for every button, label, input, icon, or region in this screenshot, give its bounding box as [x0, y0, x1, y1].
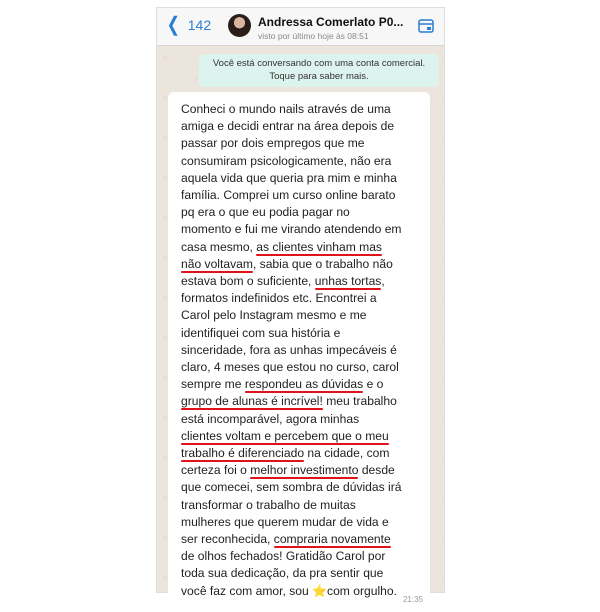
- message-text: [181, 101, 420, 600]
- message-text-segment: de olhos fechados! Gratidão Carol por: [181, 549, 386, 564]
- chat-header: [157, 8, 444, 46]
- message-text-segment: identifiquei com sua história e: [181, 325, 341, 340]
- message-text-segment: claro, 4 meses que estou no curso, carol: [181, 360, 399, 375]
- message-text-segment: ser reconhecida,: [181, 532, 274, 547]
- message-text-segment: sempre me: [181, 377, 245, 392]
- message-line: [181, 325, 420, 342]
- highlighted-phrase: trabalho é diferenciado: [181, 446, 305, 461]
- message-line: [181, 462, 420, 479]
- message-text-segment: toda sua dedicação, da pra sentir que: [181, 566, 384, 581]
- highlighted-phrase: compraria novamente: [273, 532, 391, 547]
- message-text-segment: , sabia que o trabalho não: [252, 256, 393, 271]
- message-text-segment: transformar o trabalho de muitas: [181, 497, 356, 512]
- message-text-segment: está incomparável, agora minhas: [181, 411, 360, 426]
- message-text-segment: meu trabalho: [322, 394, 397, 409]
- chevron-left-icon: ❮: [166, 14, 181, 36]
- highlighted-phrase: respondeu as dúvidas: [244, 377, 364, 392]
- message-text-segment: ,: [381, 274, 385, 289]
- business-catalog-icon[interactable]: [418, 19, 434, 33]
- business-notice-line2: Toque para saber mais.: [269, 71, 369, 82]
- message-text-segment: você faz com amor, sou: [181, 583, 313, 598]
- business-notice-line1: Você está conversando com uma conta comercial.: [212, 58, 426, 69]
- contact-info[interactable]: [258, 15, 406, 41]
- highlighted-phrase: não voltavam: [181, 256, 253, 271]
- message-text-segment: certeza foi o: [181, 463, 251, 478]
- message-line: [181, 101, 420, 118]
- unread-count: 142: [187, 17, 212, 33]
- message-line: [181, 342, 420, 359]
- message-text-segment: que comecei, sem sombra de dúvidas irá: [181, 480, 402, 495]
- back-button[interactable]: [165, 14, 212, 36]
- message-bubble[interactable]: [168, 92, 430, 612]
- message-text-segment: família. Comprei um curso online barato: [181, 188, 396, 203]
- message-text-segment: consumiram psicologicamente, não era: [181, 153, 392, 168]
- message-text-segment: momento e fui me virando atendendo em: [181, 222, 402, 237]
- message-line: [181, 411, 420, 428]
- last-seen-status: visto por último hoje às 08:51: [258, 31, 369, 41]
- chat-screen: [157, 8, 444, 604]
- message-text-segment: pq era o que eu podia pagar no: [181, 205, 350, 220]
- message-line: [181, 153, 420, 170]
- highlighted-phrase: clientes voltam e percebem que o meu: [181, 428, 389, 443]
- message-text-segment: casa mesmo,: [181, 239, 257, 254]
- star-emoji-icon: ⭐: [312, 583, 328, 598]
- message-line: [181, 583, 420, 600]
- message-line: [181, 531, 420, 548]
- message-text-segment: formatos indefinidos etc. Encontrei a: [181, 291, 377, 306]
- message-line: [181, 204, 420, 221]
- message-text-segment: desde: [358, 463, 395, 478]
- message-line: [181, 290, 420, 307]
- message-line: [181, 565, 420, 582]
- highlighted-phrase: unhas tortas: [314, 274, 382, 289]
- message-line: [181, 548, 420, 565]
- message-text-segment: na cidade, com: [304, 446, 390, 461]
- message-line: [181, 479, 420, 496]
- message-line: [181, 428, 420, 445]
- message-line: [181, 170, 420, 187]
- highlighted-phrase: grupo de alunas é incrível!: [181, 394, 323, 409]
- message-text-segment: aquela vida que queria pra mim e minha: [181, 170, 397, 185]
- avatar[interactable]: [228, 14, 251, 37]
- message-line: [181, 239, 420, 256]
- message-line: [181, 187, 420, 204]
- message-text-segment: com orgulho.: [327, 583, 397, 598]
- message-text-segment: sinceridade, fora as unhas impecáveis é: [181, 342, 397, 357]
- message-text-segment: passar por dois empregos que me: [181, 136, 365, 151]
- message-line: [181, 118, 420, 135]
- message-line: [181, 393, 420, 410]
- message-text-segment: estava bom o suficiente,: [181, 274, 315, 289]
- message-line: [181, 497, 420, 514]
- message-time: 21:35: [402, 595, 423, 604]
- message-text-segment: mulheres que querem mudar de vida e: [181, 514, 389, 529]
- message-line: [181, 376, 420, 393]
- message-text-segment: Carol pelo Instagram mesmo e me: [181, 308, 367, 323]
- message-line: [181, 135, 420, 152]
- contact-name: Andressa Comerlato P0...: [258, 15, 404, 29]
- message-line: [181, 514, 420, 531]
- highlighted-phrase: melhor investimento: [250, 463, 359, 478]
- highlighted-phrase: as clientes vinham mas: [256, 239, 382, 254]
- message-text-segment: e o: [363, 377, 384, 392]
- business-account-notice[interactable]: [199, 54, 439, 87]
- message-line: [181, 359, 420, 376]
- message-line: [181, 221, 420, 238]
- message-line: [181, 445, 420, 462]
- message-line: [181, 307, 420, 324]
- message-line: [181, 273, 420, 290]
- message-text-segment: amiga e decidi entrar na área depois de: [181, 119, 395, 134]
- message-line: [181, 256, 420, 273]
- message-text-segment: Conheci o mundo nails através de uma: [181, 102, 391, 116]
